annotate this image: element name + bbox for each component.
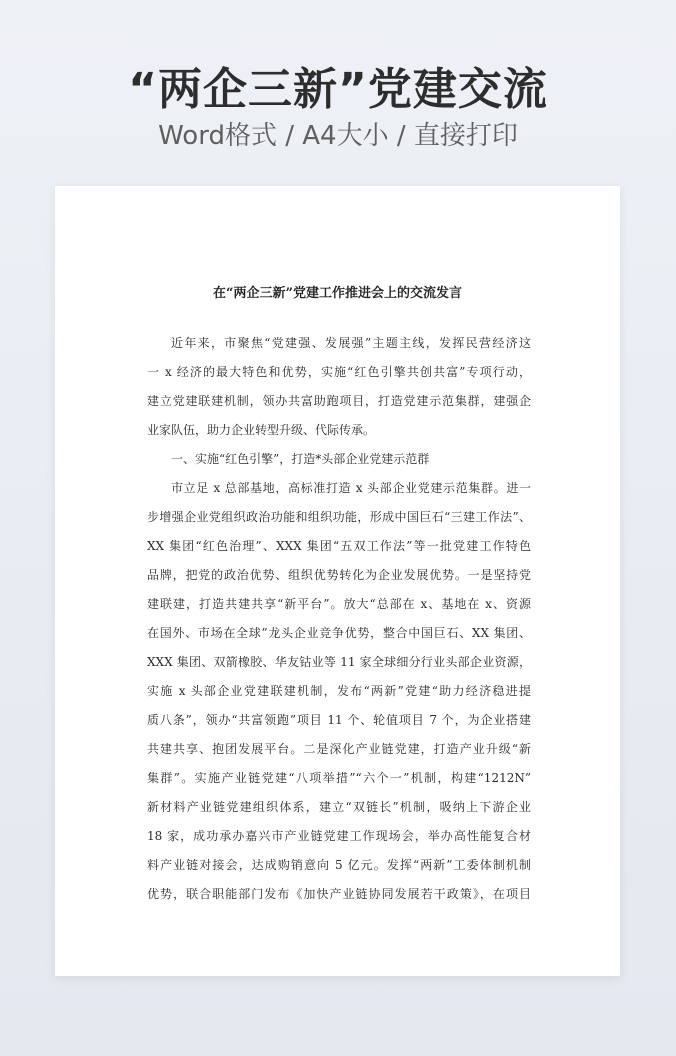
paragraph-line: 建立党建联建机制，领办共富助跑项目，打造党建示范集群，建强企: [147, 394, 531, 408]
document-body: [147, 329, 531, 909]
paragraph-line: 近年来，市聚焦“党建强、发展强”主题主线，发挥民营经济这: [171, 336, 531, 350]
paragraph-line: 18 家，成功承办嘉兴市产业链党建工作现场会，举办高性能复合材: [147, 829, 531, 843]
paragraph-line: XX 集团“红色治理”、XXX 集团“五双工作法”等一批党建工作特色: [147, 539, 531, 553]
paragraph-line: 共建共享、抱团发展平台。二是深化产业链党建，打造产业升级“新: [147, 742, 531, 756]
banner-subtitle: Word格式 / A4大小 / 直接打印: [158, 121, 518, 151]
paragraph-line: 新材料产业链党建组织体系，建立“双链长”机制，吸纳上下游企业: [147, 800, 531, 814]
paragraph-line: 优势，联合职能部门发布《加快产业链协同发展若干政策》，在项目: [147, 887, 531, 901]
paragraph-line: 质八条”，领办“共富领跑”项目 11 个、轮值项目 7 个，为企业搭建: [147, 713, 531, 727]
paragraph-line: 集群”。实施产业链党建“八项举措”“六个一”机制，构建“1212N”: [147, 771, 531, 785]
paragraph-line: XXX 集团、双箭橡胶、华友钴业等 11 家全球细分行业头部企业资源，: [147, 655, 531, 669]
paragraph-line: 市立足 x 总部基地，高标准打造 x 头部企业党建示范集群。进一: [171, 481, 531, 495]
paragraph-line: 业家队伍，助力企业转型升级、代际传承。: [147, 423, 376, 437]
paragraph-line: 在国外、市场在全球”龙头企业竞争优势，整合中国巨石、XX 集团、: [147, 626, 531, 640]
paragraph-line: 一 x 经济的最大特色和优势，实施“红色引擎共创共富”专项行动，: [147, 365, 531, 379]
paragraph-line: 品牌，把党的政治优势、组织优势转化为企业发展优势。一是坚持党: [147, 568, 531, 582]
document-title: 在“两企三新”党建工作推进会上的交流发言: [213, 286, 462, 301]
banner-title: “两企三新”党建交流: [128, 64, 548, 115]
paragraph-line: 料产业链对接会，达成购销意向 5 亿元。发挥“两新”工委体制机制: [147, 858, 531, 872]
paragraph-line: 步增强企业党组织政治功能和组织功能，形成中国巨石“三建工作法”、: [147, 510, 531, 524]
section-heading: 一、实施“红色引擎”，打造*头部企业党建示范群: [171, 452, 430, 466]
paragraph-line: 实施 x 头部企业党建联建机制，发布“两新”党建“助力经济稳进提: [147, 684, 531, 698]
document-page: [55, 186, 620, 976]
paragraph-line: 建联建，打造共建共享“新平台”。放大“总部在 x、基地在 x、资源: [147, 597, 531, 611]
banner: [0, 0, 676, 185]
